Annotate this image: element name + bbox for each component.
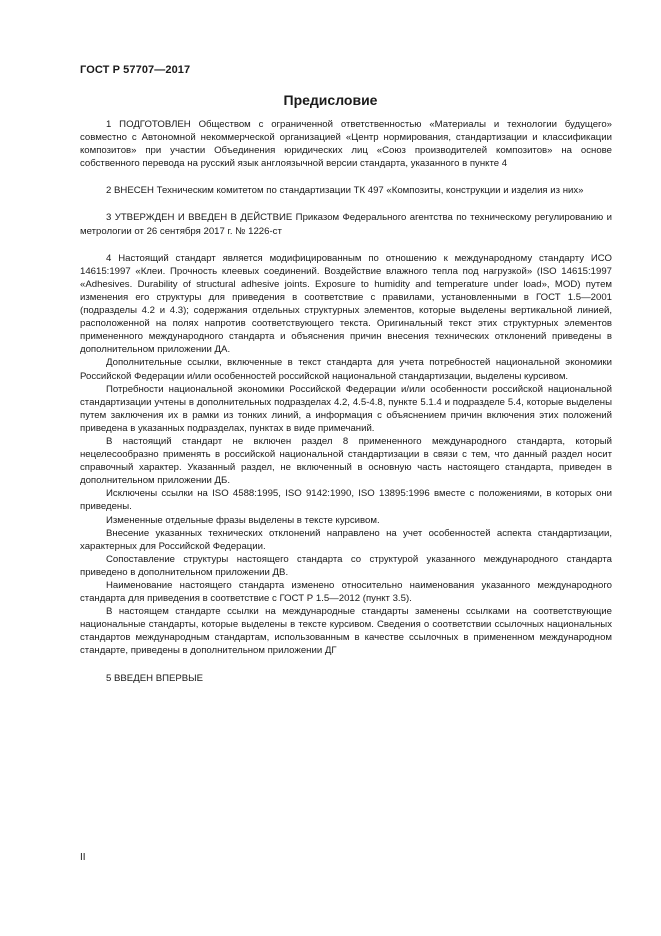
paragraph-4-structure-comparison: Сопоставление структуры настоящего стандарта со структурой указанного международного стандарта приведено в дополнительном приложении ДВ.: [80, 553, 612, 578]
page-number: II: [80, 852, 86, 863]
paragraph-4-excluded-section: В настоящий стандарт не включен раздел 8 примененного международного стандарта, который нецелесообразно применять в российской национальной стандартизации в связи с тем, что данный раздел носит справочный характер. Указанный раздел, не включенный в основную часть настоящего стандарта, приведен в дополнительном приложении ДБ.: [80, 435, 612, 487]
paragraph-4-changed-phrases: Измененные отдельные фразы выделены в тексте курсивом.: [106, 514, 380, 526]
paragraph-4-excluded-refs: Исключены ссылки на ISO 4588:1995, ISO 9142:1990, ISO 13895:1996 вместе с положениями, в которых они приведены.: [80, 488, 612, 513]
paragraph-5: 5 ВВЕДЕН ВПЕРВЫЕ: [106, 672, 204, 684]
page-title: Предисловие: [283, 92, 378, 108]
paragraph-4-ref-replacement: В настоящем стандарте ссылки на международные стандарты заменены ссылками на соответствующие национальные стандарты, которые выделены в тексте курсивом. Сведения о соответствии ссылочных национальных стандартов международным стандартам, использованным в качестве ссылочных в примененном международном стандарте, приведены в дополнительном приложении ДГ: [80, 606, 612, 657]
paragraph-1: 1 ПОДГОТОВЛЕН Обществом с ограниченной ответственностью «Материалы и технологии будущего» совместно с Автономной некоммерческой организацией «Центр нормирования, стандартизации и классификации композитов» при участии Объединения юридических лиц «Союз производителей композитов» на основе собственного перевода на русский язык англоязычной версии стандарта, указанного в пункте 4: [80, 119, 612, 170]
paragraph-3: 3 УТВЕРЖДЕН И ВВЕДЕН В ДЕЙСТВИЕ Приказом Федерального агентства по техническому регулированию и метрологии от 26 сентября 2017 г. № 1226-ст: [80, 212, 612, 237]
paragraph-4-deviations: Внесение указанных технических отклонений направлено на учет особенностей аспекта стандартизации, характерных для Российской Федерации.: [80, 527, 612, 552]
paragraph-4-national-needs: Потребности национальной экономики Российской Федерации и/или особенности российской национальной стандартизации учтены в дополнительных подразделах 4.2, 4.5-4.8, пункте 5.1.4 и подразделе 5.4, которые выделены путем заключения их в рамки из тонких линий, а информация с объяснением причин включения этих положений приведена в указанных подразделах, пунктах в виде примечаний.: [80, 383, 612, 434]
paragraph-4-additional-refs: Дополнительные ссылки, включенные в текст стандарта для учета потребностей национальной экономики Российской Федерации и/или особенностей российской национальной стандартизации, выделены курсивом.: [80, 357, 612, 382]
paragraph-2: 2 ВНЕСЕН Техническим комитетом по стандартизации ТК 497 «Композиты, конструкции и изделия из них»: [106, 185, 584, 197]
paragraph-4: 4 Настоящий стандарт является модифицированным по отношению к международному стандарту ИСО 14615:1997 «Клеи. Прочность клеевых соединений. Воздействие влажного тепла под нагрузкой» (ISO 14615:1997 «Adhesives. Durability of structural adhesive joints. Exposure to humidity and temperature under load», MOD) путем изменения его структуры для приведения в соответствие с правилами, установленными в ГОСТ 1.5—2001 (подразделы 4.2 и 4.3); содержания отдельных структурных элементов, которые выделены вертикальной линией, расположенной на полях напротив соответствующего текста. Оригинальный текст этих структурных элементов примененного международного стандарта и объяснения причин внесения технических отклонений приведены в дополнительном приложении ДА.: [80, 252, 612, 356]
foreword-body: [80, 118, 612, 685]
standard-designation: ГОСТ Р 57707—2017: [80, 64, 191, 76]
paragraph-4-name-change: Наименование настоящего стандарта изменено относительно наименования указанного международного стандарта для приведения в соответствие с ГОСТ Р 1.5—2012 (пункт 3.5).: [80, 580, 612, 605]
